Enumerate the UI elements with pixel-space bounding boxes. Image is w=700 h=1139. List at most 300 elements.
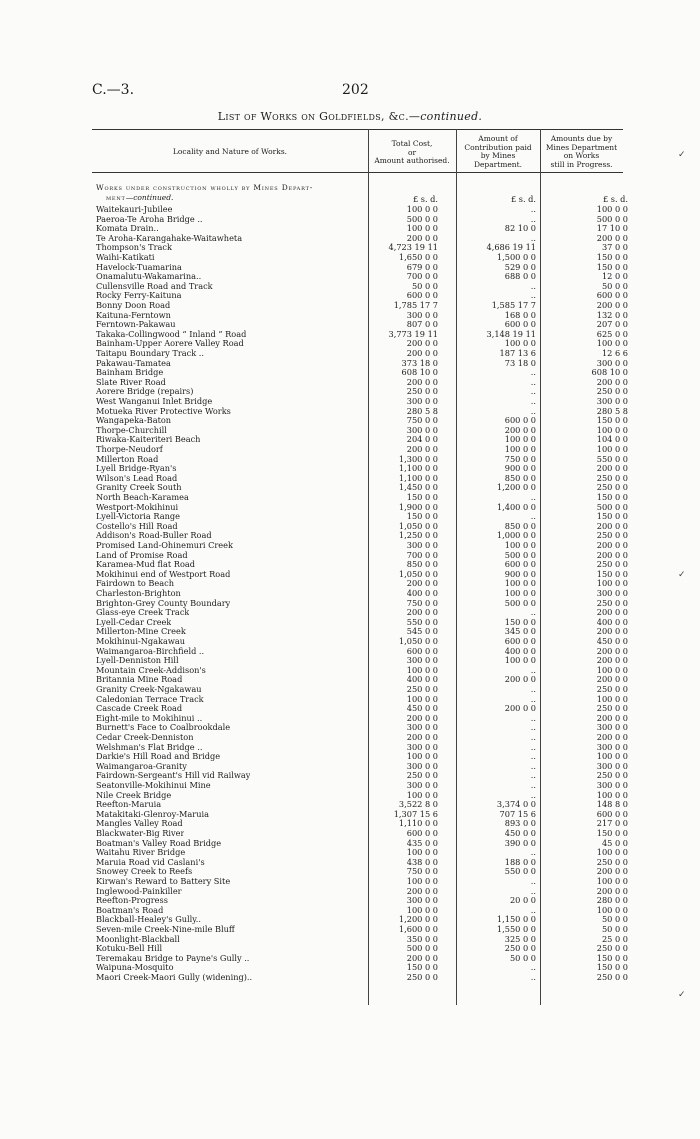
page-identifier: C.—3.	[92, 82, 135, 98]
work-total-cost: 1,600 0 0	[398, 924, 438, 934]
work-contribution-paid: ..	[530, 760, 536, 771]
work-locality: Cedar Creek-Denniston	[96, 733, 194, 742]
work-contribution-paid: ..	[530, 511, 536, 522]
work-total-cost: 600 0 0	[406, 645, 438, 656]
work-amount-due: 200 0 0	[596, 232, 628, 243]
work-amount-due: 100 0 0	[596, 338, 628, 349]
work-amount-due: 200 0 0	[596, 300, 628, 310]
work-locality: Pakawau-Tamatea	[96, 358, 171, 368]
work-total-cost: 100 0 0	[406, 664, 438, 675]
work-locality: Slate River Road	[96, 377, 166, 387]
work-amount-due: 250 0 0	[596, 386, 628, 397]
table-row	[92, 578, 628, 589]
work-contribution-paid: 4,686 19 11	[486, 242, 536, 253]
work-total-cost: 1,200 0 0	[398, 914, 438, 925]
table-row	[92, 204, 628, 215]
table-row	[92, 866, 628, 877]
work-total-cost: 350 0 0	[406, 933, 438, 944]
work-contribution-paid: ..	[530, 232, 536, 243]
work-contribution-paid: 1,150 0 0	[496, 914, 536, 925]
table-row	[92, 943, 628, 954]
work-amount-due: 500 0 0	[596, 501, 628, 512]
work-locality: Waipuna-Mosquito	[96, 963, 174, 973]
column-header-total-line3: Amount authorised.	[374, 156, 450, 165]
table-row	[92, 530, 628, 541]
work-amount-due: 400 0 0	[596, 616, 628, 627]
work-total-cost: 1,900 0 0	[398, 501, 438, 512]
work-amount-due: 100 0 0	[596, 751, 628, 762]
work-total-cost: 250 0 0	[406, 386, 438, 397]
work-total-cost: 1,250 0 0	[398, 530, 438, 541]
table-row	[92, 741, 628, 753]
work-contribution-paid: 200 0 0	[504, 424, 536, 435]
work-amount-due: 150 0 0	[596, 828, 628, 838]
table-row	[92, 280, 628, 292]
work-total-cost: 100 0 0	[406, 223, 438, 234]
work-total-cost: 300 0 0	[406, 396, 438, 406]
work-total-cost: 850 0 0	[406, 559, 438, 570]
work-amount-due: 250 0 0	[596, 703, 628, 714]
work-amount-due: 150 0 0	[596, 952, 628, 963]
work-amount-due: 100 0 0	[596, 424, 628, 435]
work-contribution-paid: ..	[530, 962, 536, 973]
work-total-cost: 1,300 0 0	[398, 453, 438, 464]
work-total-cost: 4,723 19 11	[388, 242, 438, 253]
work-contribution-paid: 850 0 0	[504, 472, 536, 483]
work-total-cost: 300 0 0	[406, 760, 438, 771]
work-amount-due: 250 0 0	[596, 770, 628, 781]
work-total-cost: 1,050 0 0	[398, 520, 438, 531]
work-contribution-paid: 600 0 0	[504, 559, 536, 570]
work-amount-due: 150 0 0	[596, 568, 628, 579]
work-total-cost: 100 0 0	[406, 904, 438, 915]
table-row	[92, 876, 628, 887]
work-amount-due: 280 0 0	[596, 895, 628, 906]
work-total-cost: 750 0 0	[406, 866, 438, 877]
work-locality: Welshman's Flat Bridge ..	[96, 742, 203, 752]
work-amount-due: 200 0 0	[596, 645, 628, 656]
work-total-cost: 400 0 0	[406, 674, 438, 685]
table-row	[92, 300, 628, 311]
column-header-total-line2: or	[407, 147, 417, 157]
header-bottom-rule	[92, 172, 623, 173]
work-total-cost: 3,773 19 11	[388, 328, 438, 339]
work-total-cost: 300 0 0	[406, 741, 438, 752]
work-total-cost: 200 0 0	[406, 952, 438, 963]
work-locality: Ferntown-Pakawau	[96, 320, 176, 330]
work-locality: Mokihinui end of Westport Road	[96, 569, 231, 579]
work-amount-due: 150 0 0	[596, 962, 628, 973]
work-total-cost: 200 0 0	[406, 712, 438, 723]
column-header-total-line1: Total Cost,	[391, 139, 433, 148]
work-contribution-paid: ..	[530, 684, 536, 694]
work-total-cost: 1,650 0 0	[398, 252, 438, 262]
column-header-contrib	[456, 135, 540, 169]
column-header-contrib-line3: by Mines	[480, 151, 516, 160]
work-amount-due: 625 0 0	[596, 328, 628, 339]
work-total-cost: 450 0 0	[406, 703, 438, 714]
work-total-cost: 300 0 0	[406, 895, 438, 906]
work-amount-due: 300 0 0	[596, 780, 628, 790]
table-row	[92, 789, 628, 801]
work-locality: Mokihinui-Ngakawau	[96, 637, 186, 646]
table-row	[92, 501, 628, 513]
work-locality: Lyell Bridge-Ryan's	[96, 464, 177, 474]
work-locality: Thorpe-Neudorf	[96, 445, 163, 454]
work-total-cost: 200 0 0	[406, 444, 438, 454]
table-row	[92, 213, 628, 225]
work-amount-due: 207 0 0	[596, 319, 628, 330]
work-locality: Burnett's Face to Coalbrookdale	[96, 723, 231, 733]
work-contribution-paid: ..	[530, 780, 536, 790]
work-contribution-paid: ..	[530, 722, 536, 733]
work-contribution-paid: 200 0 0	[504, 674, 536, 685]
work-contribution-paid: ..	[530, 213, 536, 224]
table-row	[92, 492, 628, 503]
work-contribution-paid: 250 0 0	[504, 943, 536, 954]
work-amount-due: 300 0 0	[596, 588, 628, 598]
table-row	[92, 732, 628, 743]
work-contribution-paid: 100 0 0	[504, 444, 536, 454]
work-total-cost: 300 0 0	[406, 780, 438, 790]
work-locality: Thompson's Track	[96, 243, 172, 253]
work-locality: Te Aroha-Karangahake-Waitawheta	[96, 233, 243, 243]
work-amount-due: 200 0 0	[596, 549, 628, 560]
work-total-cost: 608 10 0	[401, 367, 438, 378]
table-row	[92, 444, 628, 455]
work-contribution-paid: ..	[530, 712, 536, 723]
work-total-cost: 200 0 0	[406, 376, 438, 387]
work-contribution-paid: 50 0 0	[509, 952, 536, 963]
page-title-continued: —continued.	[408, 110, 483, 123]
work-locality: Kaituna-Ferntown	[96, 310, 171, 320]
column-header-locality: Locality and Nature of Works.	[172, 147, 288, 156]
work-amount-due: 250 0 0	[596, 972, 628, 982]
work-amount-due: 280 5 8	[596, 405, 628, 416]
margin-mark: ✓	[678, 990, 686, 1000]
column-header-contrib-line4: Department.	[473, 159, 523, 169]
work-contribution-paid: 20 0 0	[509, 895, 536, 906]
table-row	[92, 242, 628, 253]
table-row	[92, 415, 628, 426]
work-contribution-paid: 100 0 0	[504, 588, 536, 598]
work-amount-due: 12 6 6	[601, 348, 628, 358]
work-contribution-paid: 550 0 0	[504, 866, 536, 877]
work-contribution-paid: ..	[530, 847, 536, 858]
work-amount-due: 300 0 0	[596, 396, 628, 406]
work-locality: Lyell-Victoria Range	[96, 512, 180, 522]
work-total-cost: 1,450 0 0	[398, 482, 438, 493]
table-row	[92, 396, 628, 407]
work-amount-due: 45 0 0	[601, 837, 628, 848]
work-amount-due: 200 0 0	[596, 463, 628, 474]
work-amount-due: 100 0 0	[596, 876, 628, 886]
work-contribution-paid: ..	[530, 789, 536, 800]
work-amount-due: 132 0 0	[596, 309, 628, 320]
work-total-cost: 200 0 0	[406, 885, 438, 896]
work-locality: Fairdown-Sergeant's Hill vid Railway	[96, 771, 251, 781]
table-row	[92, 962, 628, 973]
work-contribution-paid: 1,500 0 0	[496, 252, 536, 262]
work-total-cost: 204 0 0	[406, 434, 438, 445]
work-locality: Bonny Doon Road	[96, 301, 171, 310]
work-contribution-paid: ..	[530, 770, 536, 781]
work-locality: Mountain Creek-Addison's	[96, 665, 206, 675]
table-row	[92, 616, 628, 628]
table-row	[92, 568, 628, 580]
table-row	[92, 914, 628, 925]
work-contribution-paid: 500 0 0	[504, 549, 536, 560]
table-row	[92, 328, 628, 340]
work-locality: Waimangaroa-Birchfield ..	[96, 646, 205, 656]
table-row	[92, 357, 628, 369]
work-total-cost: 1,110 0 0	[398, 818, 438, 829]
margin-mark: ✓	[678, 570, 686, 580]
work-contribution-paid: ..	[530, 492, 536, 502]
work-contribution-paid: 900 0 0	[504, 463, 536, 474]
table-row	[92, 828, 628, 839]
work-total-cost: 200 0 0	[406, 607, 438, 618]
work-contribution-paid: ..	[530, 751, 536, 762]
work-total-cost: 200 0 0	[406, 338, 438, 349]
work-contribution-paid: ..	[530, 396, 536, 406]
work-contribution-paid: 400 0 0	[504, 645, 536, 656]
work-contribution-paid: 390 0 0	[504, 837, 536, 848]
table-row	[92, 799, 628, 810]
work-amount-due: 250 0 0	[596, 684, 628, 694]
work-amount-due: 12 0 0	[601, 271, 628, 282]
table-row	[92, 309, 628, 321]
work-total-cost: 679 0 0	[406, 261, 438, 272]
table-row	[92, 895, 628, 906]
work-locality: Seatonville-Mokihinui Mine	[96, 781, 211, 790]
work-locality: Britannia Mine Road	[96, 675, 183, 685]
table-row	[92, 885, 628, 897]
table-row	[92, 405, 628, 417]
work-amount-due: 600 0 0	[596, 808, 628, 819]
work-total-cost: 250 0 0	[406, 684, 438, 694]
work-total-cost: 400 0 0	[406, 588, 438, 598]
work-total-cost: 200 0 0	[406, 348, 438, 358]
work-locality: Seven-mile Creek-Nine-mile Bluff	[96, 925, 235, 934]
work-locality: Takaka-Collingwood “ Inland ” Road	[96, 329, 247, 339]
work-amount-due: 100 0 0	[596, 847, 628, 858]
work-total-cost: 807 0 0	[406, 319, 438, 330]
work-amount-due: 37 0 0	[601, 242, 628, 253]
table-row	[92, 837, 628, 849]
work-total-cost: 100 0 0	[406, 204, 438, 214]
work-locality: Thorpe-Churchill	[96, 425, 167, 435]
work-total-cost: 750 0 0	[406, 597, 438, 608]
work-contribution-paid: ..	[530, 405, 536, 416]
work-contribution-paid: ..	[530, 290, 536, 301]
work-total-cost: 150 0 0	[406, 962, 438, 973]
work-amount-due: 250 0 0	[596, 482, 628, 493]
work-total-cost: 300 0 0	[406, 655, 438, 666]
table-row	[92, 674, 628, 685]
work-amount-due: 100 0 0	[596, 204, 628, 214]
column-header-due	[540, 135, 623, 169]
work-locality: Kirwan's Reward to Battery Site	[96, 877, 231, 886]
work-total-cost: 600 0 0	[406, 828, 438, 838]
work-locality: Nile Creek Bridge	[96, 790, 172, 800]
work-amount-due: 150 0 0	[596, 415, 628, 426]
work-contribution-paid: ..	[530, 386, 536, 397]
table-row	[92, 924, 628, 935]
work-amount-due: 50 0 0	[601, 924, 628, 934]
table-row	[92, 655, 628, 666]
table-row	[92, 722, 628, 733]
work-contribution-paid: 188 0 0	[504, 856, 536, 867]
table-row	[92, 693, 628, 705]
work-contribution-paid: 688 0 0	[504, 271, 536, 282]
work-locality: Boatman's Valley Road Bridge	[96, 838, 222, 848]
work-locality: Maori Creek-Maori Gully (widening)..	[96, 973, 253, 982]
work-total-cost: 150 0 0	[406, 511, 438, 522]
work-total-cost: 500 0 0	[406, 943, 438, 954]
column-header-total	[368, 140, 456, 166]
table-row	[92, 472, 628, 484]
work-locality: Paeroa-Te Aroha Bridge ..	[96, 214, 203, 224]
table-row	[92, 760, 628, 772]
work-contribution-paid: ..	[530, 972, 536, 982]
work-locality: Boatman's Road	[96, 905, 164, 915]
work-total-cost: 300 0 0	[406, 540, 438, 550]
work-locality: Aorere Bridge (repairs)	[96, 387, 194, 397]
table-row	[92, 770, 628, 781]
work-total-cost: 100 0 0	[406, 693, 438, 704]
work-locality: Maruia Road vid Caslani's	[96, 857, 205, 867]
table-row	[92, 664, 628, 676]
work-locality: Teremakau Bridge to Payne's Gully ..	[96, 953, 250, 963]
table-row	[92, 703, 628, 714]
work-contribution-paid: ..	[530, 204, 536, 214]
work-locality: Eight-mile to Mokihinui ..	[96, 713, 203, 723]
work-amount-due: 100 0 0	[596, 693, 628, 704]
table-row	[92, 808, 628, 820]
work-locality: Millerton-Mine Creek	[96, 627, 186, 637]
work-total-cost: 550 0 0	[406, 616, 438, 627]
work-locality: Riwaka-Kaiteriteri Beach	[96, 435, 201, 445]
column-header-contrib-line1: Amount of	[478, 134, 518, 143]
work-locality: Brighton-Grey County Boundary	[96, 598, 231, 608]
work-total-cost: 300 0 0	[406, 424, 438, 435]
work-contribution-paid: 100 0 0	[504, 434, 536, 445]
work-locality: Mangles Valley Road	[96, 819, 183, 829]
work-total-cost: 200 0 0	[406, 232, 438, 243]
work-total-cost: 700 0 0	[406, 549, 438, 560]
work-amount-due: 300 0 0	[596, 722, 628, 733]
work-locality: Cullensville Road and Track	[96, 281, 213, 291]
work-contribution-paid: 82 10 0	[504, 223, 536, 234]
work-locality: Land of Promise Road	[96, 550, 188, 560]
work-locality: Cascade Creek Road	[96, 704, 183, 714]
work-amount-due: 150 0 0	[596, 261, 628, 272]
work-locality: Onamalutu-Wakamarina..	[96, 272, 202, 282]
work-total-cost: 438 0 0	[406, 856, 438, 867]
work-locality: Westport-Mokihinui	[96, 502, 179, 512]
work-amount-due: 250 0 0	[596, 943, 628, 954]
table-row	[92, 712, 628, 724]
work-amount-due: 200 0 0	[596, 626, 628, 637]
work-locality: Granity Creek-Ngakawau	[96, 685, 202, 694]
work-contribution-paid: 707 15 6	[499, 808, 536, 819]
work-contribution-paid: 187 13 6	[499, 348, 536, 358]
table-row	[92, 463, 628, 474]
work-locality: Bainham-Upper Aorere Valley Road	[96, 339, 244, 349]
table-row	[92, 780, 628, 791]
section-heading-word: ment	[106, 193, 126, 202]
work-amount-due: 50 0 0	[601, 280, 628, 291]
work-contribution-paid: 1,200 0 0	[496, 482, 536, 493]
work-amount-due: 150 0 0	[596, 492, 628, 502]
units-row	[92, 194, 628, 205]
work-locality: Bainham Bridge	[96, 368, 164, 378]
column-header-contrib-line2: Contribution paid	[464, 142, 532, 152]
work-amount-due: 608 10 0	[591, 367, 628, 378]
work-amount-due: 217 0 0	[596, 818, 628, 829]
work-amount-due: 25 0 0	[601, 933, 628, 944]
work-locality: Rocky Ferry-Kaituna	[96, 291, 182, 301]
work-total-cost: 100 0 0	[406, 751, 438, 762]
work-contribution-paid: 600 0 0	[504, 636, 536, 646]
work-amount-due: 50 0 0	[601, 914, 628, 925]
work-amount-due: 150 0 0	[596, 252, 628, 262]
work-locality: Matakitaki-Glenroy-Maruia	[96, 809, 209, 819]
work-contribution-paid: ..	[530, 607, 536, 618]
table-row	[92, 626, 628, 637]
work-total-cost: 1,785 17 7	[393, 300, 438, 310]
work-total-cost: 600 0 0	[406, 290, 438, 301]
work-amount-due: 150 0 0	[596, 511, 628, 522]
work-amount-due: 100 0 0	[596, 904, 628, 915]
work-contribution-paid: 3,374 0 0	[496, 799, 536, 810]
work-amount-due: 250 0 0	[596, 472, 628, 483]
work-locality: Snowey Creek to Reefs	[96, 867, 193, 877]
section-heading-line1: Works under construction wholly by Mines Depart-	[96, 183, 314, 192]
work-total-cost: 100 0 0	[406, 876, 438, 886]
work-amount-due: 450 0 0	[596, 636, 628, 646]
work-contribution-paid: ..	[530, 885, 536, 896]
work-contribution-paid: 100 0 0	[504, 338, 536, 349]
work-contribution-paid: ..	[530, 904, 536, 915]
units-total: £ s. d.	[412, 194, 438, 204]
work-contribution-paid: ..	[530, 876, 536, 886]
work-contribution-paid: ..	[530, 693, 536, 704]
column-header-due-line3: on Works	[563, 151, 600, 160]
work-total-cost: 50 0 0	[411, 280, 438, 291]
work-amount-due: 500 0 0	[596, 213, 628, 224]
work-total-cost: 373 18 0	[401, 357, 438, 368]
work-amount-due: 200 0 0	[596, 655, 628, 666]
work-locality: Charleston-Brighton	[96, 589, 181, 598]
work-contribution-paid: 100 0 0	[504, 578, 536, 589]
work-amount-due: 250 0 0	[596, 530, 628, 541]
work-locality: Blackball-Healey's Gully..	[96, 915, 201, 925]
units-contrib: £ s. d.	[510, 194, 536, 204]
work-locality: Waitekauri-Jubilee	[96, 205, 173, 214]
work-amount-due: 200 0 0	[596, 540, 628, 550]
work-amount-due: 300 0 0	[596, 357, 628, 368]
work-locality: North Beach-Karamea	[96, 493, 189, 502]
work-total-cost: 150 0 0	[406, 492, 438, 502]
work-locality: Blackwater-Big River	[96, 829, 185, 838]
work-total-cost: 1,307 15 6	[393, 808, 438, 819]
work-contribution-paid: 1,000 0 0	[496, 530, 536, 541]
table-row	[92, 645, 628, 657]
work-contribution-paid: 100 0 0	[504, 655, 536, 666]
work-locality: Promised Land-Ohinemuri Creek	[96, 541, 233, 550]
